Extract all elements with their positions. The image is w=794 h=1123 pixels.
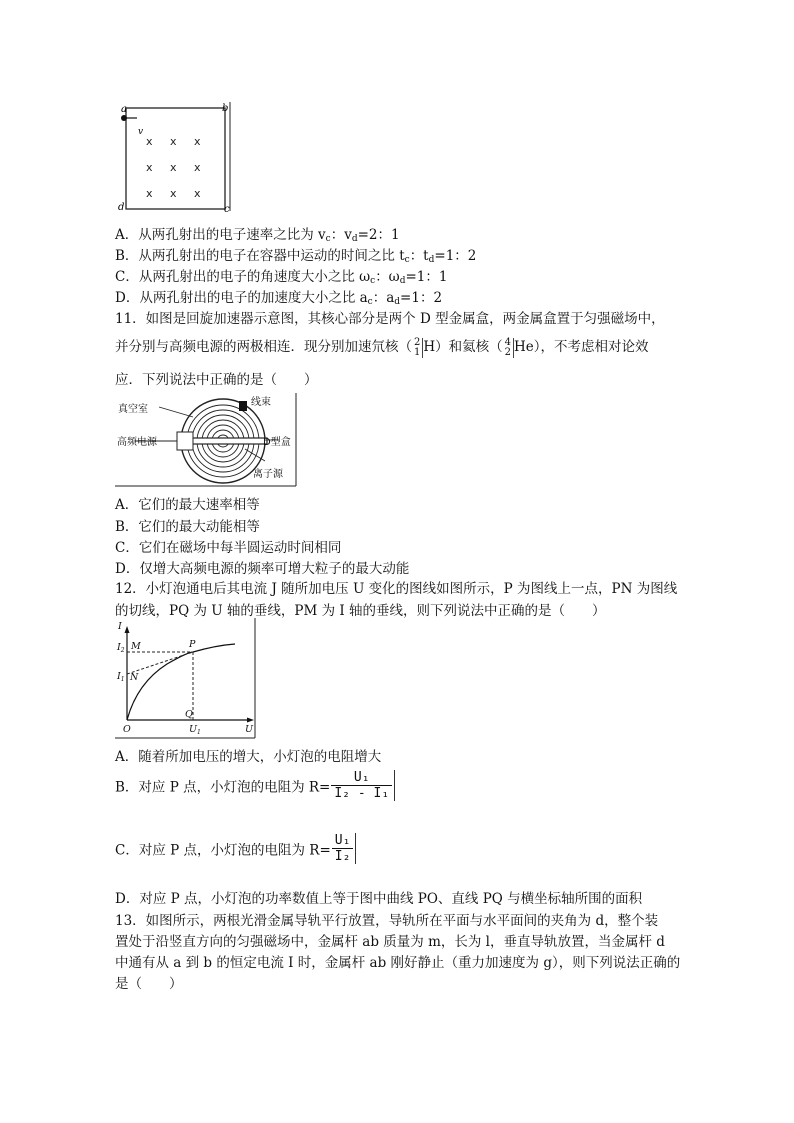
q12-option-b: B．对应 P 点，小灯泡的电阻为 R= $\frac{\text{U₁}}{\text{I₂ - I₁}}$ bbox=[115, 770, 395, 801]
q10-option-a: A．从两孔射出的电子速率之比为 $v_c$：$v_d=2$：1 bbox=[115, 227, 400, 244]
q11-option-c: C．它们在磁场中每半圆运动时间相同 bbox=[115, 540, 342, 556]
ion-source-label: 离子源 bbox=[253, 469, 283, 480]
field-mark: x bbox=[170, 161, 177, 174]
label-b: b bbox=[222, 103, 229, 114]
q10-option-d: D．从两孔射出的电子的加速度大小之比 $a_c$：$a_d=1$：2 bbox=[115, 290, 443, 307]
q13-stem-line4: 是（ ） bbox=[115, 976, 183, 992]
helium-nuclide: 4 2 bbox=[503, 338, 514, 358]
label-c: c bbox=[224, 204, 230, 215]
field-mark: x bbox=[146, 161, 153, 174]
q11-stem-line1: 11．如图是回旋加速器示意图，其核心部分是两个 D 型金属盒，两金属盒置于匀强磁场中， bbox=[115, 311, 665, 327]
q12-stem-line1: 12．小灯泡通电后其电流 J 随所加电压 U 变化的图线如图所示，P 为图线上一点，PN 为图线 bbox=[115, 581, 678, 597]
vacuum-chamber-label: 真空室 bbox=[118, 404, 148, 415]
field-mark: x bbox=[146, 135, 153, 148]
tick-i2-label: $I_2$ bbox=[117, 642, 125, 654]
cyclotron-figure bbox=[115, 393, 298, 488]
deuteron-nuclide: 2 1 bbox=[412, 338, 423, 358]
field-mark: x bbox=[194, 187, 201, 200]
hf-source-label: 高频电源 bbox=[117, 437, 157, 448]
q11-option-d: D．仅增大高频电源的频率可增大粒子的最大动能 bbox=[115, 561, 410, 577]
q10-option-b: B．从两孔射出的电子在容器中运动的时间之比 $t_c$：$t_d=1$：2 bbox=[115, 248, 477, 265]
field-mark: x bbox=[194, 135, 201, 148]
q12-option-a: A．随着所加电压的增大，小灯泡的电阻增大 bbox=[115, 749, 382, 765]
field-mark: x bbox=[170, 187, 177, 200]
label-a: a bbox=[121, 104, 127, 115]
fraction-c: $\frac{\text{U₁}}{\text{I₂}}$ bbox=[332, 833, 354, 864]
tick-i1-label: $I_1$ bbox=[117, 671, 125, 683]
magnetic-field-figure bbox=[115, 100, 240, 215]
q13-stem-line3: 中通有从 a 到 b 的恒定电流 I 时，金属杆 ab 刚好静止（重力加速度为 g），则下列说法正确的 bbox=[115, 955, 681, 971]
q11-option-a: A．它们的最大速率相等 bbox=[115, 497, 260, 513]
q12-stem-line2: 的切线，PQ 为 U 轴的垂线，PM 为 I 轴的垂线，则下列说法中正确的是（ ） bbox=[115, 603, 606, 619]
point-q-label: Q bbox=[185, 709, 193, 720]
beam-label: 线束 bbox=[251, 397, 271, 408]
q10-option-c: C．从两孔射出的电子的角速度大小之比 $\omega_c$：$\omega_d=1$：1 bbox=[115, 269, 448, 286]
point-p-label: P bbox=[189, 639, 196, 650]
label-d: d bbox=[118, 202, 125, 213]
label-v: v bbox=[138, 127, 144, 137]
fraction-b: $\frac{\text{U₁}}{\text{I₂ - I₁}}$ bbox=[331, 770, 392, 801]
q13-stem-line2: 置处于沿竖直方向的匀强磁场中，金属杆 ab 质量为 m，长为 l，垂直导轨放置，当金属杆 d bbox=[115, 934, 665, 950]
axis-u-label: U bbox=[245, 724, 254, 735]
q13-stem-line1: 13．如图所示，两根光滑金属导轨平行放置，导轨所在平面与水平面间的夹角为 d，整个装 bbox=[115, 913, 659, 929]
field-mark: x bbox=[146, 187, 153, 200]
field-marks bbox=[146, 135, 201, 200]
iv-curve-figure bbox=[115, 618, 257, 740]
q11-stem-line2: 并分别与高频电源的两极相连．现分别加速氘核（ 2 1 H）和氦核（ 4 2 He），不考虑相对论效 bbox=[115, 336, 649, 358]
origin-label: O bbox=[123, 724, 131, 735]
q11-stem-line3: 应．下列说法中正确的是（ ） bbox=[115, 372, 318, 388]
field-mark: x bbox=[170, 135, 177, 148]
axis-i-label: I bbox=[118, 621, 122, 632]
d-box-label: D型盒 bbox=[263, 437, 291, 448]
point-n-label: N bbox=[130, 672, 139, 683]
q11-option-b: B．它们的最大动能相等 bbox=[115, 519, 260, 535]
point-m-label: M bbox=[131, 641, 141, 652]
field-mark: x bbox=[194, 161, 201, 174]
q12-option-c: C．对应 P 点，小灯泡的电阻为 R= $\frac{\text{U₁}}{\text{I₂}}$ bbox=[115, 833, 356, 864]
tick-u1-label: $U_1$ bbox=[189, 724, 201, 736]
q12-option-d: D．对应 P 点，小灯泡的功率数值上等于图中曲线 PO、直线 PQ 与横坐标轴所围的面积 bbox=[115, 891, 643, 907]
